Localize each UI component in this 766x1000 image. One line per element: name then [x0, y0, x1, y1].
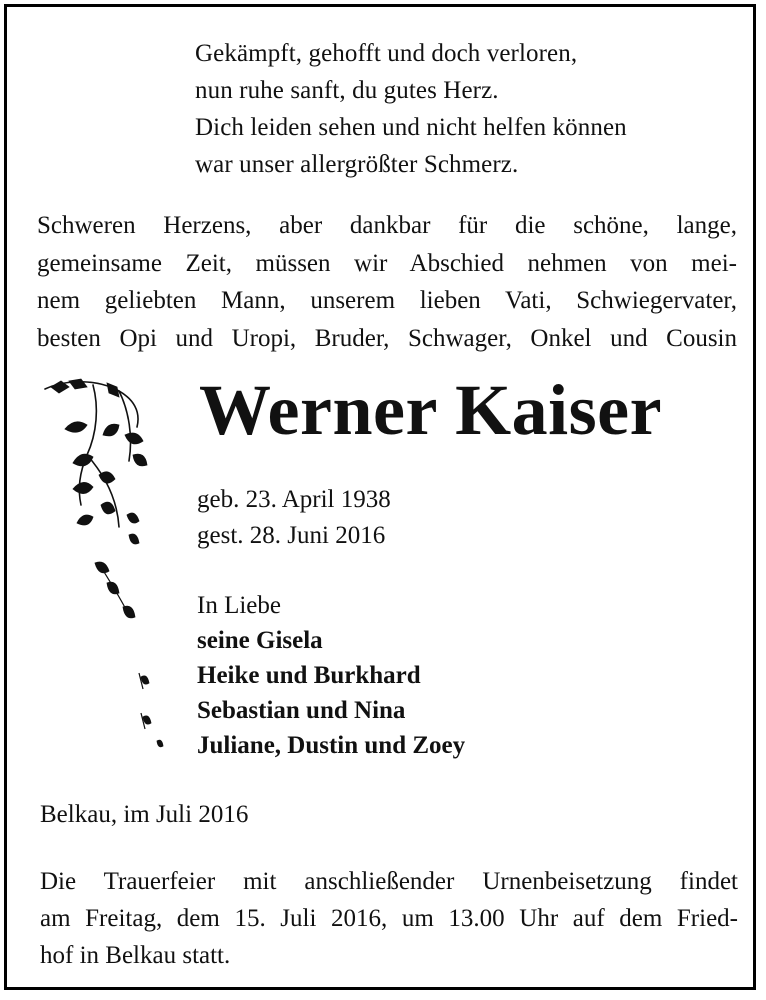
deceased-name: Werner Kaiser	[199, 370, 663, 450]
mourner-name: seine Gisela	[197, 627, 323, 654]
ceremony-line: Die Trauerfeier mit anschließender Urnenbeisetzung findet	[40, 868, 738, 895]
obituary-frame	[4, 4, 756, 990]
intro-line: nem geliebten Mann, unserem lieben Vati, Schwiegervater,	[37, 287, 737, 314]
mourners	[197, 588, 465, 763]
death-date: gest. 28. Juni 2016	[197, 522, 386, 549]
intro-line: Schweren Herzens, aber dankbar für die schöne, lange,	[37, 212, 737, 239]
poem	[195, 35, 627, 183]
ceremony-notice	[40, 863, 738, 974]
intro-line: besten Opi und Uropi, Bruder, Schwager, Onkel und Cousin	[37, 324, 737, 352]
poem-line: nun ruhe sanft, du gutes Herz.	[195, 77, 499, 104]
intro-text	[37, 207, 737, 357]
mourner-name: Juliane, Dustin und Zoey	[197, 732, 466, 759]
leaf-branch-icon	[37, 377, 187, 757]
place-date: Belkau, im Juli 2016	[40, 801, 249, 828]
poem-line: Dich leiden sehen und nicht helfen können	[195, 114, 627, 141]
life-dates	[197, 482, 391, 554]
mourner-name: Heike und Burkhard	[197, 662, 421, 689]
intro-line: gemeinsame Zeit, müssen wir Abschied nehmen von mei-	[37, 249, 737, 277]
mourner-name: Sebastian und Nina	[197, 697, 406, 724]
poem-line: war unser allergrößter Schmerz.	[195, 151, 519, 178]
ceremony-line: hof in Belkau statt.	[40, 942, 231, 969]
poem-line: Gekämpft, gehofft und doch verloren,	[195, 40, 578, 67]
birth-date: geb. 23. April 1938	[197, 486, 391, 513]
mourners-intro: In Liebe	[197, 592, 281, 619]
ceremony-line: am Freitag, dem 15. Juli 2016, um 13.00 Uhr auf dem Fried-	[40, 905, 738, 932]
